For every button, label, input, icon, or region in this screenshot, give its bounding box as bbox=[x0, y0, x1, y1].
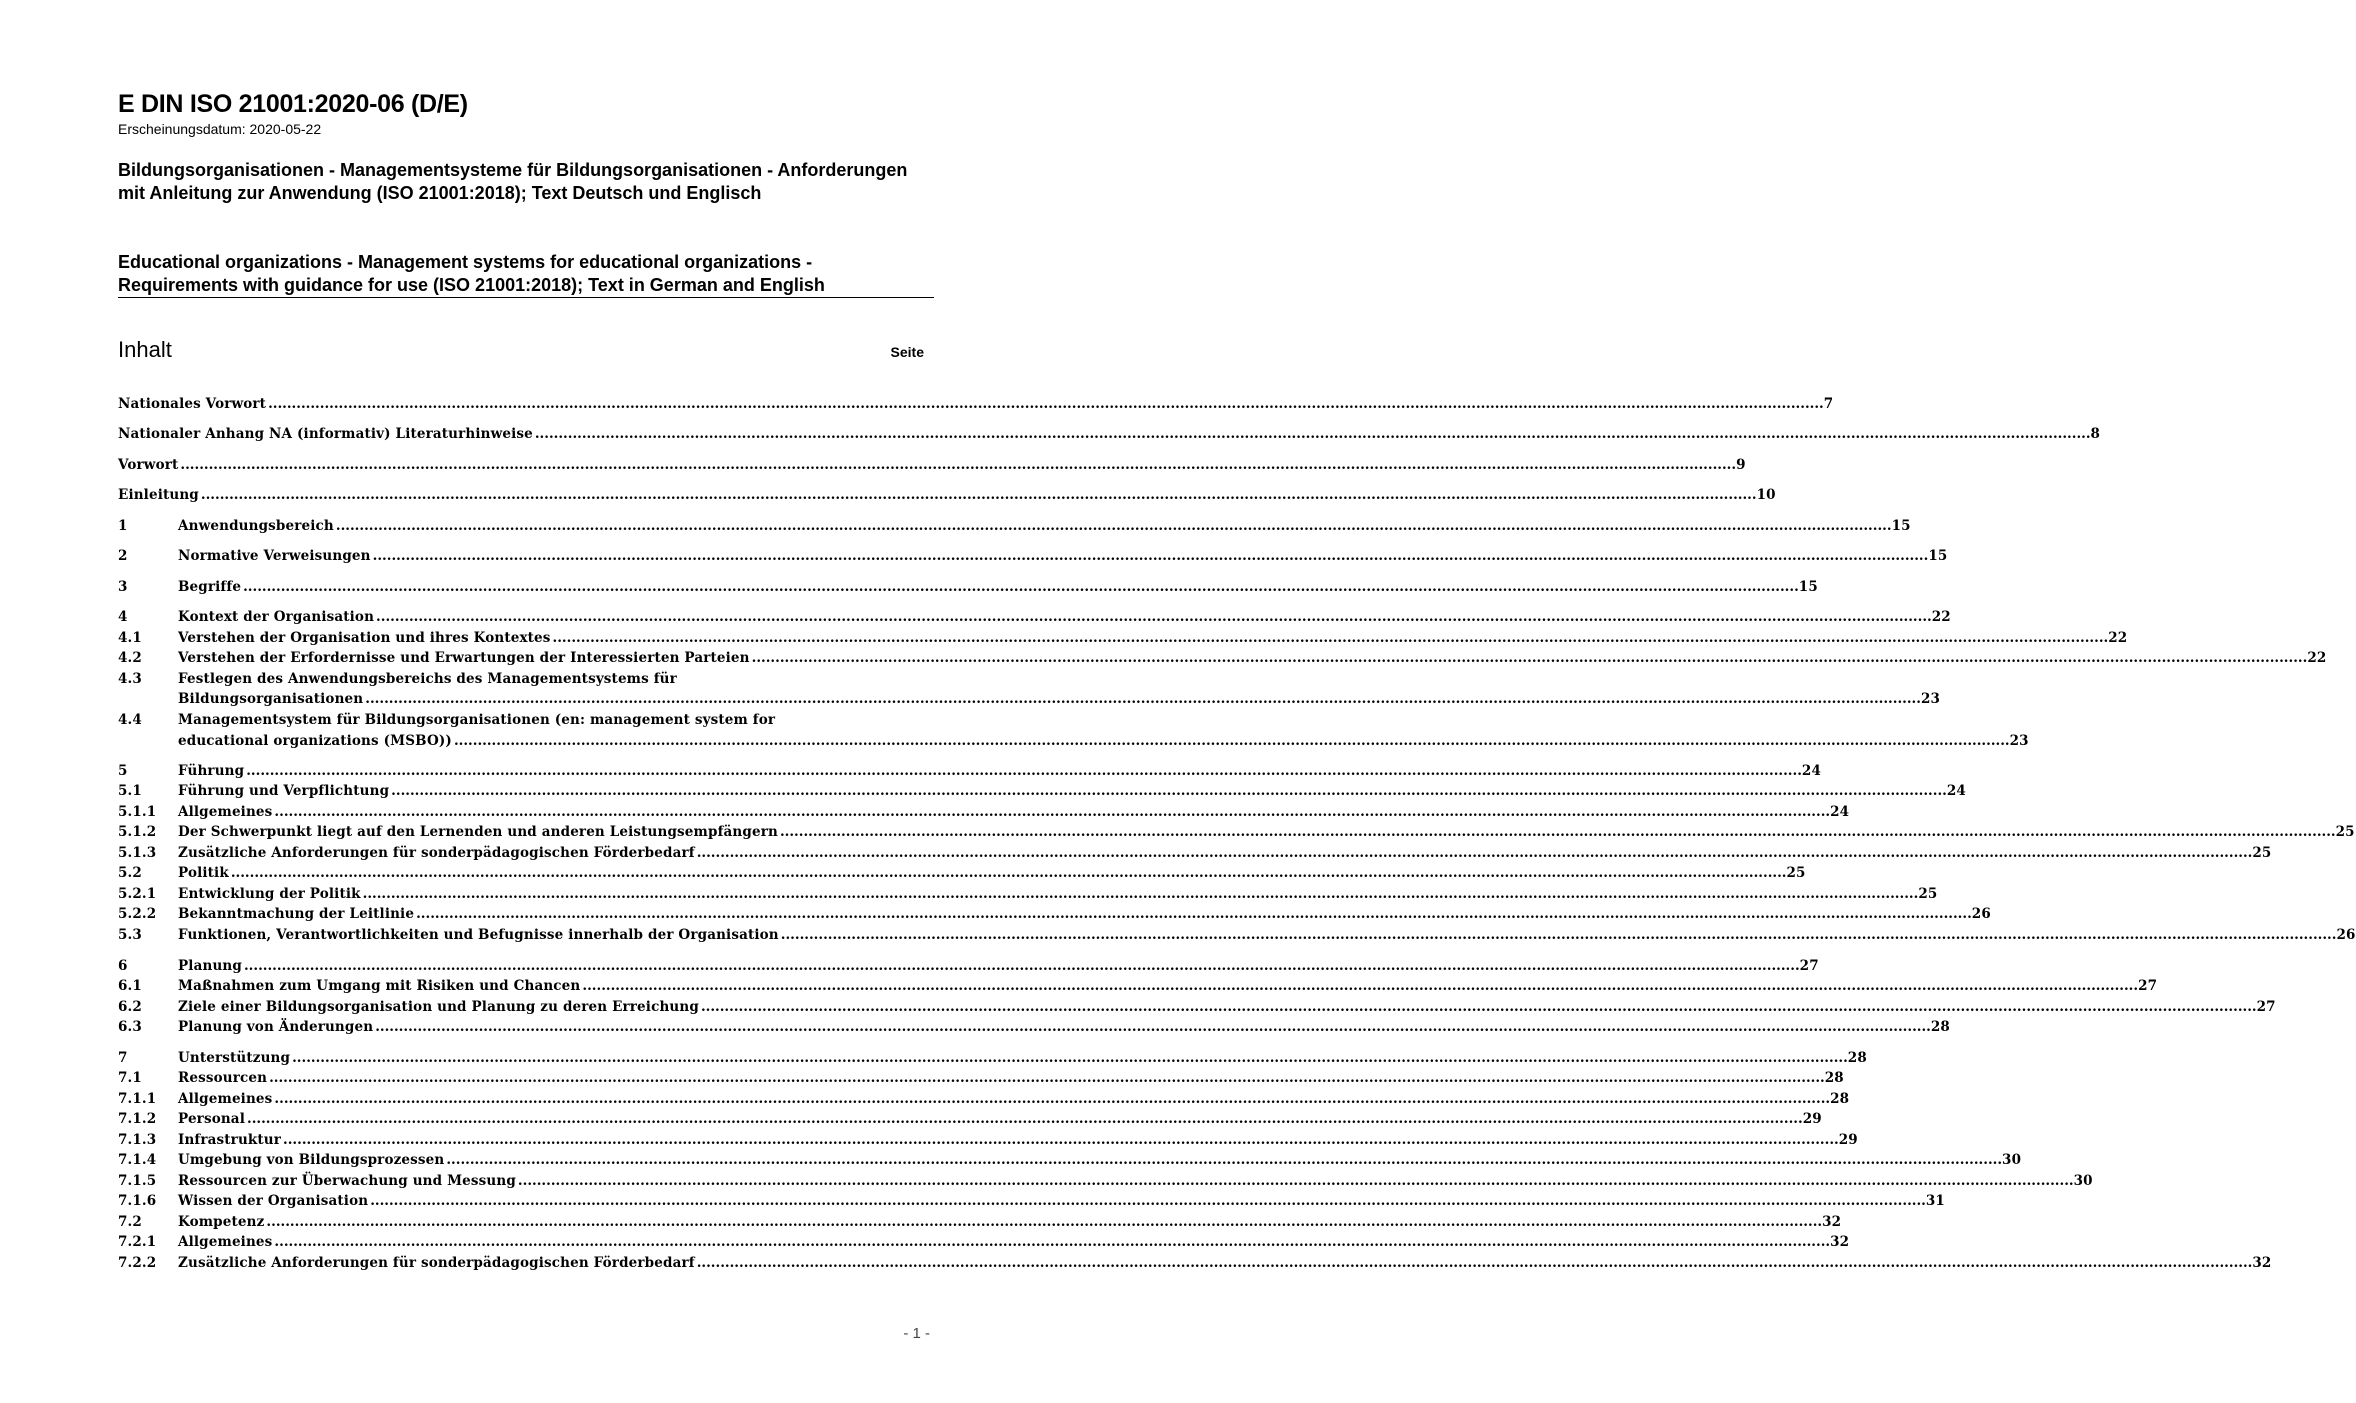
toc-entry-label: Führung bbox=[178, 763, 245, 779]
toc-dot-leader bbox=[697, 843, 2253, 863]
toc-entry[interactable] bbox=[118, 997, 2276, 1017]
toc-dot-leader bbox=[266, 1212, 1822, 1232]
toc-dot-leader bbox=[292, 1048, 1848, 1068]
toc-entry-number: 7 bbox=[118, 1050, 128, 1066]
toc-entry[interactable] bbox=[118, 1150, 2022, 1170]
toc-entry-page: 26 bbox=[1971, 906, 1991, 922]
toc-dot-leader bbox=[363, 884, 1919, 904]
toc-entry-number: 7.1.3 bbox=[118, 1132, 157, 1148]
toc-entry[interactable] bbox=[118, 577, 1818, 597]
toc-entry-label: Zusätzliche Anforderungen für sonderpädagogischen Förderbedarf bbox=[178, 1255, 695, 1271]
toc-dot-leader bbox=[274, 802, 1830, 822]
toc-entry-label: Wissen der Organisation bbox=[178, 1193, 369, 1209]
toc-entry-page: 15 bbox=[1928, 548, 1948, 564]
toc-entry-label: Verstehen der Organisation und ihres Kontextes bbox=[178, 630, 551, 646]
toc-entry[interactable] bbox=[118, 731, 2029, 751]
toc-dot-leader bbox=[231, 863, 1787, 883]
toc-dot-leader bbox=[701, 997, 2257, 1017]
toc-entry[interactable] bbox=[118, 1171, 2093, 1191]
toc-entry[interactable] bbox=[118, 394, 1834, 414]
toc-entry-number: 7.2.2 bbox=[118, 1255, 157, 1271]
toc-entry-number: 6 bbox=[118, 958, 128, 974]
toc-entry-number: 5.1.1 bbox=[118, 804, 157, 820]
toc-entry[interactable] bbox=[118, 628, 2128, 648]
toc-entry-page: 23 bbox=[1920, 691, 1941, 707]
toc-entry-page: 26 bbox=[2336, 927, 2356, 943]
toc-entry-page: 28 bbox=[1930, 1019, 1950, 1035]
toc-entry-number: 4.2 bbox=[118, 650, 142, 666]
page-number: - 1 - bbox=[903, 1325, 930, 1342]
toc-entry-page: 29 bbox=[1838, 1132, 1858, 1148]
toc-dot-leader bbox=[518, 1171, 2074, 1191]
toc-entry-page: 28 bbox=[1824, 1070, 1844, 1086]
toc-entry-page: 27 bbox=[2256, 999, 2276, 1015]
toc-entry-number: 7.2 bbox=[118, 1214, 142, 1230]
toc-dot-leader bbox=[243, 577, 1799, 597]
toc-entry-page: 32 bbox=[1830, 1234, 1850, 1250]
toc-entry-label: Infrastruktur bbox=[178, 1132, 282, 1148]
toc-dot-leader bbox=[268, 394, 1824, 414]
toc-dot-leader bbox=[373, 546, 1929, 566]
toc-entry-page: 25 bbox=[1918, 886, 1938, 902]
toc-entry[interactable] bbox=[118, 1017, 1950, 1037]
toc-entry-page: 23 bbox=[2009, 733, 2029, 749]
toc-entry-number: 7.1.2 bbox=[118, 1111, 157, 1127]
toc-entry[interactable] bbox=[118, 455, 1746, 475]
toc-entry-number: 6.1 bbox=[118, 978, 142, 994]
toc-dot-leader bbox=[365, 689, 1921, 709]
toc-entry[interactable] bbox=[118, 1232, 1850, 1252]
toc-entry-label: Allgemeines bbox=[178, 804, 273, 820]
toc-dot-leader bbox=[274, 1089, 1830, 1109]
toc-entry-number: 1 bbox=[118, 518, 128, 534]
title-german: Bildungsorganisationen - Managementsysteme für Bildungsorganisationen - Anforderungen mit Anleitung zur Anwendung (ISO 21001:2018); Text Deutsch und Englisch bbox=[118, 160, 908, 203]
toc-entry-label: Führung und Verpflichtung bbox=[178, 783, 390, 799]
toc-entry-number: 6.2 bbox=[118, 999, 142, 1015]
toc-entry-label: Planung von Änderungen bbox=[178, 1019, 374, 1035]
toc-entry-label: Normative Verweisungen bbox=[178, 548, 371, 564]
toc-entry[interactable] bbox=[118, 689, 1941, 709]
toc-entry-number: 5.1.3 bbox=[118, 845, 157, 861]
toc-dot-leader bbox=[416, 904, 1972, 924]
toc-entry[interactable] bbox=[118, 822, 2355, 842]
toc-entry-label: Personal bbox=[178, 1111, 245, 1127]
toc-dot-leader bbox=[375, 1017, 1931, 1037]
toc-entry-label: Planung bbox=[178, 958, 242, 974]
toc-entry-label: Der Schwerpunkt liegt auf den Lernenden und anderen Leistungsempfängern bbox=[178, 824, 778, 840]
toc-entry-label: educational organizations (MSBO)) bbox=[178, 733, 452, 749]
toc-entry-number: 5.1 bbox=[118, 783, 142, 799]
toc-entry-page: 25 bbox=[2335, 824, 2355, 840]
toc-entry-page: 22 bbox=[2307, 650, 2327, 666]
toc-entry[interactable] bbox=[118, 485, 1776, 505]
toc-dot-leader bbox=[780, 822, 2336, 842]
toc-entry-number: 5.2.1 bbox=[118, 886, 157, 902]
toc-entry-page: 27 bbox=[2138, 978, 2158, 994]
toc-dot-leader bbox=[269, 1068, 1825, 1088]
toc-entry-page: 24 bbox=[1801, 763, 1821, 779]
toc-entry-label: Nationales Vorwort bbox=[118, 396, 267, 412]
toc-entry-page: 22 bbox=[1931, 609, 1951, 625]
toc-entry[interactable] bbox=[118, 884, 1938, 904]
publication-date: Erscheinungsdatum: 2020-05-22 bbox=[118, 121, 322, 137]
toc-entry-number: 7.1.4 bbox=[118, 1152, 157, 1168]
toc-entry-page: 28 bbox=[1830, 1091, 1850, 1107]
toc-dot-leader bbox=[582, 976, 2138, 996]
toc-entry-label: Bekanntmachung der Leitlinie bbox=[178, 906, 415, 922]
toc-entry-label: Anwendungsbereich bbox=[178, 518, 334, 534]
toc-entry[interactable] bbox=[118, 1130, 1858, 1150]
toc-dot-leader bbox=[244, 956, 1800, 976]
toc-entry-label: Allgemeines bbox=[178, 1234, 273, 1250]
toc-dot-leader bbox=[283, 1130, 1839, 1150]
toc-entry-number: 5.1.2 bbox=[118, 824, 157, 840]
toc-entry-label: Verstehen der Erfordernisse und Erwartungen der Interessierten Parteien bbox=[178, 650, 750, 666]
toc-entry-page: 25 bbox=[2252, 845, 2272, 861]
toc-entry-number: 7.1.6 bbox=[118, 1193, 157, 1209]
document-id: E DIN ISO 21001:2020-06 (D/E) bbox=[118, 90, 468, 118]
toc-entry-page: 28 bbox=[1847, 1050, 1867, 1066]
toc-dot-leader bbox=[752, 648, 2308, 668]
toc-entry[interactable] bbox=[118, 607, 1951, 627]
toc-entry-label-line1: Managementsystem für Bildungsorganisationen (en: management system for bbox=[178, 712, 776, 728]
toc-entry[interactable] bbox=[118, 1089, 1850, 1109]
toc-entry-label: Funktionen, Verantwortlichkeiten und Befugnisse innerhalb der Organisation bbox=[178, 927, 779, 943]
toc-entry-page: 27 bbox=[1799, 958, 1819, 974]
toc-dot-leader bbox=[454, 731, 2010, 751]
toc-entry-number: 7.1.1 bbox=[118, 1091, 157, 1107]
toc-entry-label: Unterstützung bbox=[178, 1050, 291, 1066]
toc-dot-leader bbox=[376, 607, 1932, 627]
toc-entry-label: Maßnahmen zum Umgang mit Risiken und Chancen bbox=[178, 978, 581, 994]
toc-dot-leader bbox=[274, 1232, 1830, 1252]
toc-entry-page: 7 bbox=[1823, 396, 1834, 412]
toc-entry[interactable] bbox=[118, 956, 1819, 976]
toc-entry-label: Zusätzliche Anforderungen für sonderpädagogischen Förderbedarf bbox=[178, 845, 695, 861]
toc-entry[interactable] bbox=[118, 1253, 2272, 1273]
toc-entry-number: 4.1 bbox=[118, 630, 142, 646]
toc-entry[interactable] bbox=[118, 424, 2101, 444]
toc-dot-leader bbox=[201, 485, 1757, 505]
toc-entry-label: Entwicklung der Politik bbox=[178, 886, 361, 902]
toc-entry-number: 7.1.5 bbox=[118, 1173, 157, 1189]
toc-entry-number: 7.1 bbox=[118, 1070, 142, 1086]
toc-entry-first-line bbox=[118, 710, 930, 730]
toc-entry-label: Ressourcen zur Überwachung und Messung bbox=[178, 1173, 516, 1189]
toc-entry-number: 2 bbox=[118, 548, 128, 564]
toc-entry-label: Bildungsorganisationen bbox=[178, 691, 364, 707]
toc-entry-number: 4.4 bbox=[118, 712, 142, 728]
toc-entry-page: 10 bbox=[1756, 487, 1776, 503]
toc-entry-page: 31 bbox=[1925, 1193, 1945, 1209]
toc-entry-page: 32 bbox=[1822, 1214, 1842, 1230]
toc-entry-number: 3 bbox=[118, 579, 128, 595]
toc-entry-page: 9 bbox=[1736, 457, 1746, 473]
toc-entry[interactable] bbox=[118, 648, 2327, 668]
toc-entry-page: 24 bbox=[1830, 804, 1850, 820]
toc-entry-label: Politik bbox=[178, 865, 229, 881]
toc-entry[interactable] bbox=[118, 925, 2356, 945]
toc-page-column-label: Seite bbox=[890, 344, 924, 360]
toc-entry[interactable] bbox=[118, 781, 1966, 801]
toc-entry[interactable] bbox=[118, 761, 1821, 781]
toc-entry[interactable] bbox=[118, 976, 2158, 996]
toc-entry-label: Ziele einer Bildungsorganisation und Planung zu deren Erreichung bbox=[178, 999, 699, 1015]
toc-dot-leader bbox=[781, 925, 2337, 945]
toc-entry-page: 30 bbox=[2073, 1173, 2093, 1189]
toc-entry[interactable] bbox=[118, 1109, 1822, 1129]
toc-entry-page: 15 bbox=[1891, 518, 1911, 534]
toc-entry-page: 32 bbox=[2252, 1255, 2272, 1271]
toc-dot-leader bbox=[246, 761, 1802, 781]
toc-dot-leader bbox=[446, 1150, 2002, 1170]
toc-dot-leader bbox=[391, 781, 1947, 801]
toc-entry-page: 15 bbox=[1798, 579, 1818, 595]
toc-dot-leader bbox=[180, 455, 1736, 475]
toc-entry[interactable] bbox=[118, 516, 1911, 536]
toc-entry-number: 5.2 bbox=[118, 865, 142, 881]
toc-entry-label: Einleitung bbox=[118, 487, 199, 503]
toc-entry-number: 6.3 bbox=[118, 1019, 142, 1035]
toc-entry-number: 5.3 bbox=[118, 927, 142, 943]
toc-entry-number: 4.3 bbox=[118, 671, 142, 687]
toc-dot-leader bbox=[553, 628, 2109, 648]
toc-entry-label: Allgemeines bbox=[178, 1091, 273, 1107]
toc-entry-page: 8 bbox=[2090, 426, 2101, 442]
toc-entry-label: Kompetenz bbox=[178, 1214, 265, 1230]
toc-entry-page: 25 bbox=[1786, 865, 1806, 881]
toc-entry-number: 5.2.2 bbox=[118, 906, 157, 922]
toc-entry[interactable] bbox=[118, 1212, 1842, 1232]
toc-entry-number: 7.2.1 bbox=[118, 1234, 157, 1250]
toc-entry-number: 4 bbox=[118, 609, 128, 625]
toc-entry-label: Umgebung von Bildungsprozessen bbox=[178, 1152, 445, 1168]
toc-heading: Inhalt bbox=[118, 337, 172, 362]
toc-entry-number: 5 bbox=[118, 763, 128, 779]
toc-entry-label: Nationaler Anhang NA (informativ) Literaturhinweise bbox=[118, 426, 533, 442]
toc-dot-leader bbox=[370, 1191, 1926, 1211]
toc-entry-first-line bbox=[118, 669, 930, 689]
toc-entry-page: 22 bbox=[2108, 630, 2128, 646]
toc-entry[interactable] bbox=[118, 1191, 1945, 1211]
toc-entry[interactable] bbox=[118, 546, 1948, 566]
toc-entry-label: Begriffe bbox=[178, 579, 242, 595]
toc-entry-page: 30 bbox=[2002, 1152, 2022, 1168]
toc-entry-page: 24 bbox=[1946, 783, 1966, 799]
toc-dot-leader bbox=[336, 516, 1892, 536]
toc-entry[interactable] bbox=[118, 802, 1850, 822]
toc-entry-page: 29 bbox=[1802, 1111, 1822, 1127]
toc-entry-label: Vorwort bbox=[118, 457, 179, 473]
toc-entry[interactable] bbox=[118, 1048, 1867, 1068]
toc-entry[interactable] bbox=[118, 1068, 1844, 1088]
toc-dot-leader bbox=[697, 1253, 2253, 1273]
toc-entry[interactable] bbox=[118, 904, 1991, 924]
toc-entry[interactable] bbox=[118, 843, 2272, 863]
toc-dot-leader bbox=[247, 1109, 1803, 1129]
title-divider bbox=[118, 297, 934, 298]
title-english: Educational organizations - Management systems for educational organizations - Requirements with guidance for use (ISO 21001:2018); Text in German and English bbox=[118, 252, 825, 295]
toc-entry[interactable] bbox=[118, 863, 1806, 883]
toc-entry-label: Kontext der Organisation bbox=[178, 609, 375, 625]
toc-entry-label-line1: Festlegen des Anwendungsbereichs des Managementsystems für bbox=[178, 671, 677, 687]
toc-dot-leader bbox=[535, 424, 2091, 444]
toc-entry-label: Ressourcen bbox=[178, 1070, 268, 1086]
